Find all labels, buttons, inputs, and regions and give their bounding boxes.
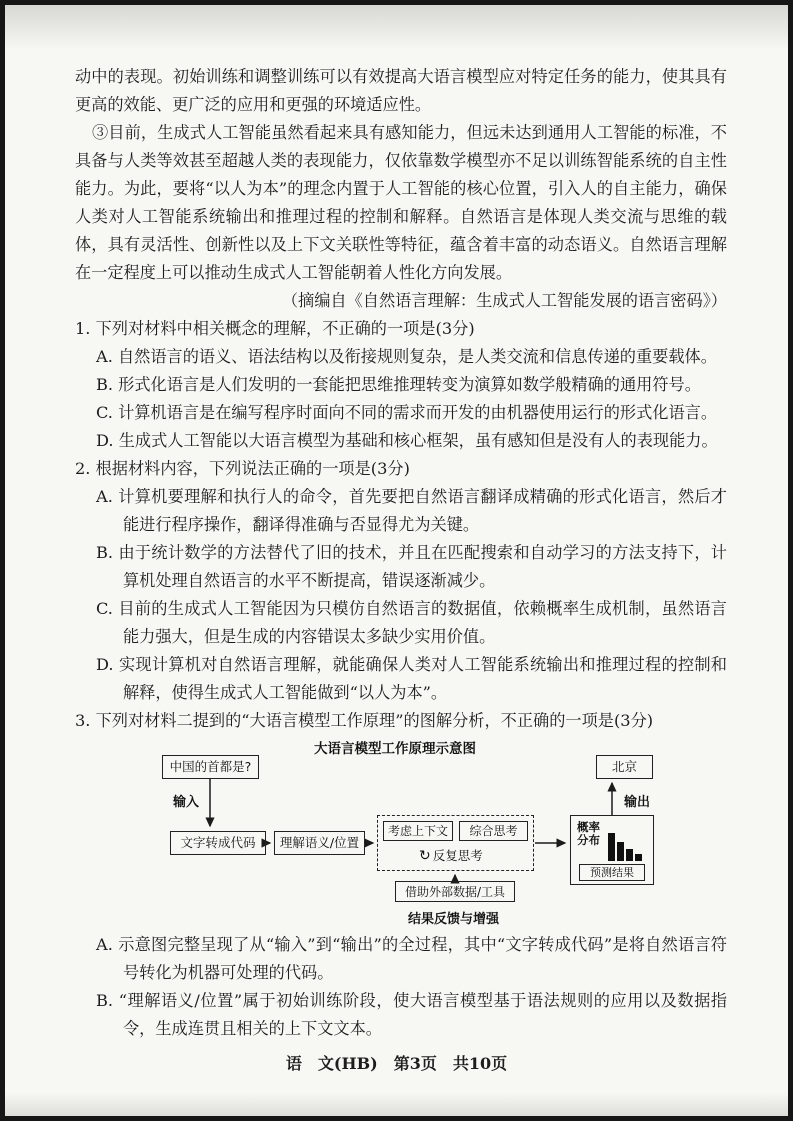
scan-shading-bottom: [5, 1090, 788, 1116]
synthesis-thinking-box: 综合思考: [459, 821, 528, 841]
probability-distribution-box: [570, 815, 654, 885]
probability-bar: [617, 842, 624, 861]
probability-label-line2: 分布: [577, 833, 600, 847]
input-label: 输入: [173, 795, 200, 810]
diagram-title: 大语言模型工作原理示意图: [314, 741, 476, 757]
text-to-code-box: 文字转成代码: [170, 831, 266, 855]
probability-bar: [626, 849, 633, 861]
question-1: [75, 315, 727, 455]
consider-context-box: 考虑上下文: [383, 821, 453, 841]
question-3: [75, 707, 727, 1043]
question-2: [75, 455, 727, 707]
output-result-box: 北京: [596, 755, 653, 779]
input-query-box: 中国的首都是?: [162, 755, 259, 779]
paragraph-3: ③目前，生成式人工智能虽然看起来具有感知能力，但远未达到通用人工智能的标准，不具备与人类等效甚至超越人类的表现能力，仅依靠数学模型亦不足以训练智能系统的自主性能力。为此，要将“以人为本”的理念内置于人工智能的核心位置，引入人的自主能力，确保人类对人工智能系统输出和推理过程的控制和解释。自然语言是体现人类交流与思维的载体，具有灵活性、创新性以及上下文关联性等特征，蕴含着丰富的动态语义。自然语言理解在一定程度上可以推动生成式人工智能朝着人性化方向发展。: [75, 123, 727, 282]
probability-bar: [635, 854, 642, 861]
predict-result-box: 预测结果: [579, 864, 645, 881]
question-2-stem: 2. 根据材料内容，下列说法正确的一项是(3分): [75, 459, 410, 478]
question-3-option-b: B. “理解语义/位置”属于初始训练阶段，使大语言模型基于语法规则的应用以及数据指令，生成连贯且相关的上下文文本。: [96, 991, 727, 1038]
question-1-stem: 1. 下列对材料中相关概念的理解，不正确的一项是(3分): [75, 319, 475, 338]
citation-line: （摘编自《自然语言理解：生成式人工智能发展的语言密码》）: [281, 291, 727, 310]
question-1-option-a: A. 自然语言的语义、语法结构以及衔接规则复杂，是人类交流和信息传递的重要载体。: [96, 347, 717, 366]
output-label: 输出: [624, 795, 651, 810]
question-2-option-c: C. 目前的生成式人工智能因为只模仿自然语言的数据值，依赖概率生成机制，虽然语言能力强大，但是生成的内容错误太多缺少实用价值。: [96, 599, 727, 646]
question-1-option-c: C. 计算机语言是在编写程序时面向不同的需求而开发的由机器使用运行的形式化语言。: [96, 403, 718, 422]
semantic-position-box: 理解语义/位置: [274, 831, 365, 855]
question-1-option-d: D. 生成式人工智能以大语言模型为基础和核心框架，虽有感知但是没有人的表现能力。: [96, 431, 718, 450]
page-content: [75, 63, 727, 1043]
loop-arrow-icon: ↻: [419, 848, 431, 864]
page-footer: 语 文(HB) 第3页 共10页: [285, 1054, 508, 1073]
repeat-thinking: [419, 842, 483, 870]
scan-shading-top: [5, 5, 788, 55]
probability-bars: [608, 833, 642, 861]
repeat-thinking-label: 反复思考: [432, 848, 483, 863]
question-3-stem: 3. 下列对材料二提到的“大语言模型工作原理”的图解分析，不正确的一项是(3分): [75, 711, 654, 730]
probability-label-line1: 概率: [577, 820, 600, 834]
external-data-tools-box: 借助外部数据/工具: [395, 881, 515, 902]
question-2-option-a: A. 计算机要理解和执行人的命令，首先要把自然语言翻译成精确的形式化语言，然后才能进行程序操作，翻译得准确与否显得尤为关键。: [96, 487, 727, 534]
question-3-option-a: A. 示意图完整呈现了从“输入”到“输出”的全过程，其中“文字转成代码”是将自然语言符号转化为机器可处理的代码。: [96, 935, 727, 982]
llm-working-principle-diagram: [157, 738, 657, 930]
probability-label: [577, 821, 600, 847]
question-2-option-b: B. 由于统计数学的方法替代了旧的技术，并且在匹配搜索和自动学习的方法支持下，计算机处理自然语言的水平不断提高，错误逐渐减少。: [96, 543, 727, 590]
question-1-option-b: B. 形式化语言是人们发明的一套能把思维推理转变为演算如数学般精确的通用符号。: [96, 375, 701, 394]
question-2-option-d: D. 实现计算机对自然语言理解，就能确保人类对人工智能系统输出和推理过程的控制和解释，使得生成式人工智能做到“以人为本”。: [96, 655, 727, 702]
probability-bar: [608, 833, 615, 861]
feedback-enhance-label: 结果反馈与增强: [408, 912, 500, 927]
paragraph-continuation: 动中的表现。初始训练和调整训练可以有效提高大语言模型应对特定任务的能力，使其具有更高的效能、更广泛的应用和更强的环境适应性。: [75, 67, 727, 114]
